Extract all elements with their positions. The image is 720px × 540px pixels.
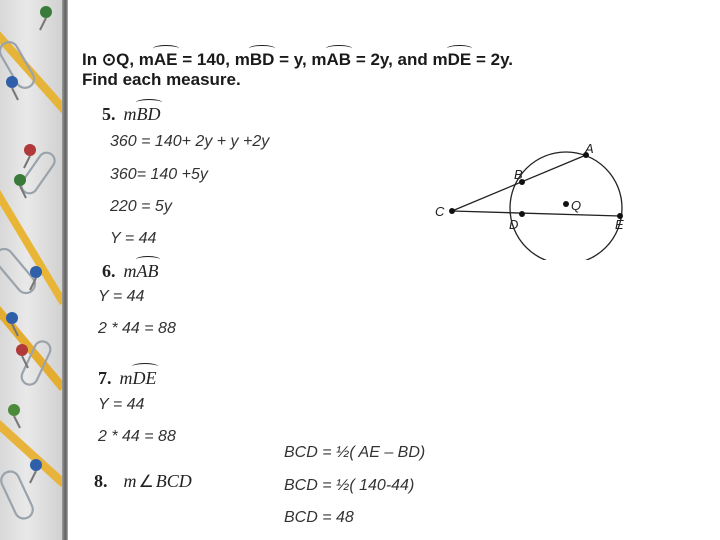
label-e: E [615, 217, 624, 232]
arc-de: DE [447, 50, 472, 69]
label-b: B [514, 167, 523, 182]
header-given-line [82, 50, 513, 70]
pushpin-icon [30, 459, 42, 483]
point-c [449, 208, 455, 214]
header-text: = 140, m [177, 50, 250, 69]
arc-ae: AE [153, 50, 178, 69]
problem-number: 6. [102, 261, 116, 281]
work-line: Y = 44 [98, 396, 145, 413]
work-line: Y = 44 [110, 230, 157, 247]
work-line: BCD = 48 [284, 509, 354, 526]
work-line: 2 * 44 = 88 [98, 320, 176, 337]
work-line: 360 = 140+ 2y + y +2y [110, 133, 270, 150]
work-line: BCD = ½( AE – BD) [284, 444, 426, 461]
measure-prefix: m [123, 261, 137, 281]
work-line: 220 = 5y [110, 198, 172, 215]
measure-prefix: m [123, 471, 137, 491]
point-q [563, 201, 569, 207]
problem-number: 7. [98, 368, 112, 388]
problem-8-label [94, 471, 192, 492]
header-text: = y, m [274, 50, 327, 69]
pushpin-icon [6, 76, 18, 100]
label-d: D [509, 217, 519, 232]
point-d [519, 211, 525, 217]
problem-expression [124, 261, 159, 281]
label-a: A [585, 141, 594, 156]
circle-symbol: ⊙ [101, 50, 117, 69]
arc-bd: BD [249, 50, 275, 69]
header-text: = 2y. [471, 50, 513, 69]
problem-expression [120, 368, 157, 388]
problem-expression [124, 104, 161, 124]
decorative-sidebar [0, 0, 66, 540]
work-line: BCD = ½( 140-44) [284, 477, 415, 494]
header-text: Q, m [116, 50, 154, 69]
measure-prefix: m [119, 368, 133, 388]
problem-5-label [102, 104, 161, 125]
label-c: C [435, 204, 445, 219]
sidebar-divider [62, 0, 68, 540]
pushpin-icon [8, 404, 20, 428]
work-line: 2 * 44 = 88 [98, 428, 176, 445]
problem-number: 8. [94, 471, 108, 491]
pushpin-icon [14, 174, 26, 198]
angle-label: BCD [155, 471, 192, 491]
problem-expression [124, 471, 192, 491]
problem-7-label [98, 368, 157, 389]
paperclip-icon [18, 150, 57, 197]
header-text: In [82, 50, 102, 69]
paperclip-icon [0, 469, 36, 522]
header-instruction: Find each measure. [82, 70, 241, 89]
measure-prefix: m [123, 104, 137, 124]
label-q: Q [571, 198, 582, 213]
pushpin-icon [40, 6, 52, 30]
work-line: Y = 44 [98, 288, 145, 305]
secant-ce [452, 211, 620, 216]
problem-6-label [102, 261, 159, 282]
arc-label: AB [136, 261, 159, 281]
problem-number: 5. [102, 104, 116, 124]
arc-label: DE [132, 368, 157, 388]
pushpin-icon [16, 344, 28, 368]
header-text: = 2y, and m [351, 50, 448, 69]
arc-ab: AB [326, 50, 352, 69]
angle-symbol: ∠ [138, 472, 154, 491]
arc-label: BD [136, 104, 161, 124]
office-supplies-illustration [0, 0, 66, 540]
circle-diagram [425, 135, 635, 260]
work-line: 360= 140 +5y [110, 166, 208, 183]
